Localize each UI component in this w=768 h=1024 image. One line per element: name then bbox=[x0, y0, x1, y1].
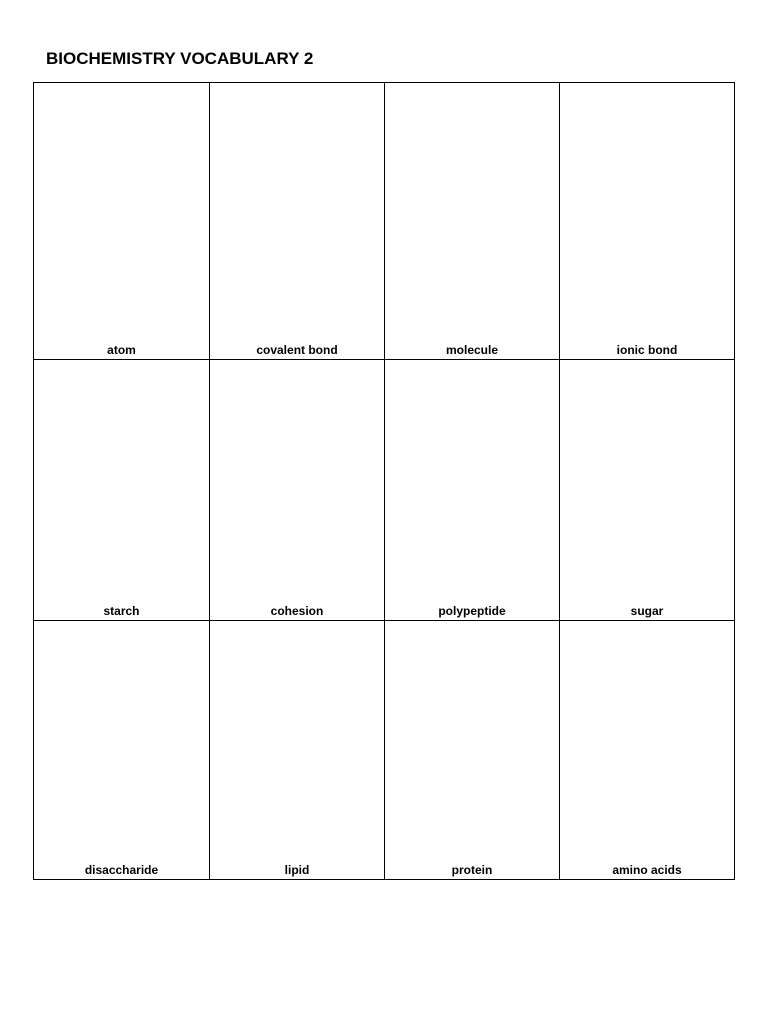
vocab-card bbox=[210, 621, 385, 880]
vocab-card bbox=[210, 83, 385, 360]
vocab-card-label: lipid bbox=[284, 863, 310, 877]
vocab-card-label: sugar bbox=[630, 604, 664, 618]
vocab-card bbox=[385, 360, 560, 621]
vocabulary-grid bbox=[33, 82, 735, 880]
vocab-card bbox=[210, 360, 385, 621]
vocab-card-label: ionic bond bbox=[616, 343, 678, 357]
page-title: BIOCHEMISTRY VOCABULARY 2 bbox=[46, 49, 314, 68]
vocab-card bbox=[385, 621, 560, 880]
vocab-card bbox=[560, 83, 735, 360]
vocab-card-label: polypeptide bbox=[438, 604, 506, 618]
vocab-card-label: amino acids bbox=[612, 863, 682, 877]
vocab-card-label: molecule bbox=[445, 343, 499, 357]
vocab-card bbox=[385, 83, 560, 360]
vocab-card-label: covalent bond bbox=[256, 343, 338, 357]
vocab-card bbox=[34, 360, 210, 621]
vocab-card-label: atom bbox=[107, 343, 136, 357]
vocab-card bbox=[560, 621, 735, 880]
vocab-card-label: protein bbox=[451, 863, 493, 877]
vocab-card bbox=[34, 83, 210, 360]
vocab-card bbox=[34, 621, 210, 880]
vocab-card-label: cohesion bbox=[270, 604, 324, 618]
vocab-card bbox=[560, 360, 735, 621]
vocab-card-label: disaccharide bbox=[84, 863, 159, 877]
vocab-card-label: starch bbox=[103, 604, 140, 618]
